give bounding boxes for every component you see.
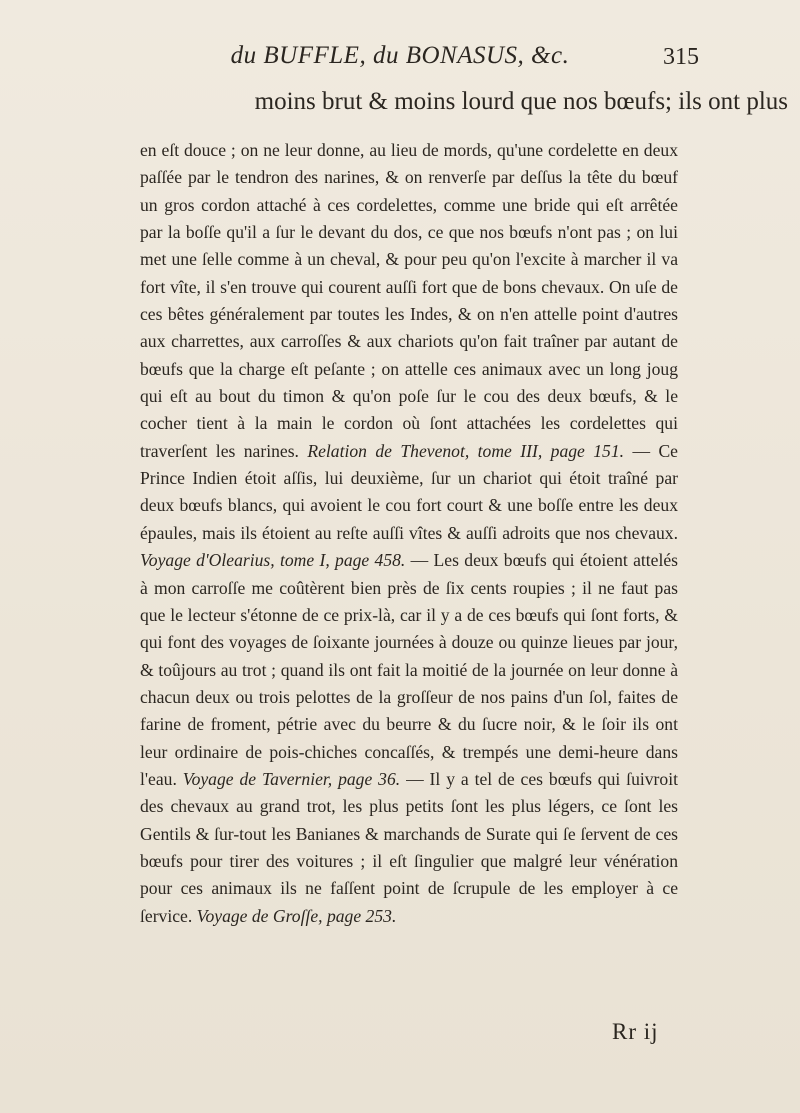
citation-tavernier: Voyage de Tavernier, page 36. bbox=[182, 768, 401, 789]
running-head: du BUFFLE, du BONASUS, &c. bbox=[230, 42, 570, 69]
text-segment: — Il y a tel de ces bœufs qui ſuivroit des chevaux au grand trot, les plus petits ſont les plus légers, ce ſont les Gentils & ſur-tout les Banianes & marchands de Surate qui ſe ſervent de ces bœufs pour tirer des voitures ; il eſt ſingulier que malgré leur vénération pour ces animaux ils ne faſſent point de ſcrupule de les employer à ce ſervice. bbox=[140, 768, 678, 926]
body-paragraph bbox=[140, 137, 678, 930]
first-text-line: moins brut & moins lourd que nos bœufs; ils ont plus bbox=[254, 88, 788, 115]
text-segment: — Les deux bœufs qui étoient attelés à mon carroſſe me coûtèrent bien près de ſix cents roupies ; il ne faut pas que le lecteur s'étonne de ce prix-là, car il y a de ces bœufs qui ſont forts, & qui font des voyages de ſoixante journées à douze ou quinze lieues par jour, & toûjours au trot ; quand ils ont fait la moitié de la journée on leur donne à chacun deux ou trois pelottes de la groſſeur de nos pains d'un ſol, faites de farine de froment, pétrie avec du beurre & du ſucre noir, & le ſoir ils ont leur ordinaire de pois-chiches concaſſés, & trempés une demi-heure dans l'eau. bbox=[140, 550, 679, 789]
text-segment: — Ce Prince Indien étoit aſſis, lui deuxième, ſur un chariot qui étoit traîné par deux bœufs blancs, qui avoient le cou fort court & une boſſe entre les deux épaules, mais ils étoient au reſte auſſi vîtes & auſſi adroits que nos chevaux. bbox=[140, 440, 678, 543]
citation-thevenot: Relation de Thevenot, tome III, page 151. bbox=[307, 440, 625, 461]
citation-grosse: Voyage de Groſſe, page 253. bbox=[196, 905, 397, 926]
text-segment: en eſt douce ; on ne leur donne, au lieu de mords, qu'une cordelette en deux paſſée par le tendron des narines, & on renverſe par deſſus la tête du bœuf un gros cordon attaché à ces cordelettes, comme une bride qui eſt arrêtée par la boſſe qu'il a ſur le devant du dos, ce que nos bœufs n'ont pas ; on lui met une ſelle comme à un cheval, & pour peu qu'on l'excite à marcher il va fort vîte, il s'en trouve qui courent auſſi fort que de bons chevaux. On uſe de ces bêtes généralement par toutes les Indes, & on n'en attelle point d'autres aux charrettes, aux carroſſes & aux chariots qu'on fait traîner par autant de bœufs que la charge eſt peſante ; on attelle ces animaux avec un long joug qui eſt au bout du timon & qu'on poſe ſur le cou des deux bœufs, & le cocher tient à la main le cordon où ſont attachées les cordelettes qui traverſent les narines. bbox=[140, 140, 678, 461]
page-number: 315 bbox=[663, 44, 699, 70]
citation-olearius: Voyage d'Olearius, tome I, page 458. bbox=[140, 550, 406, 571]
signature-mark: Rr ij bbox=[612, 1019, 659, 1044]
